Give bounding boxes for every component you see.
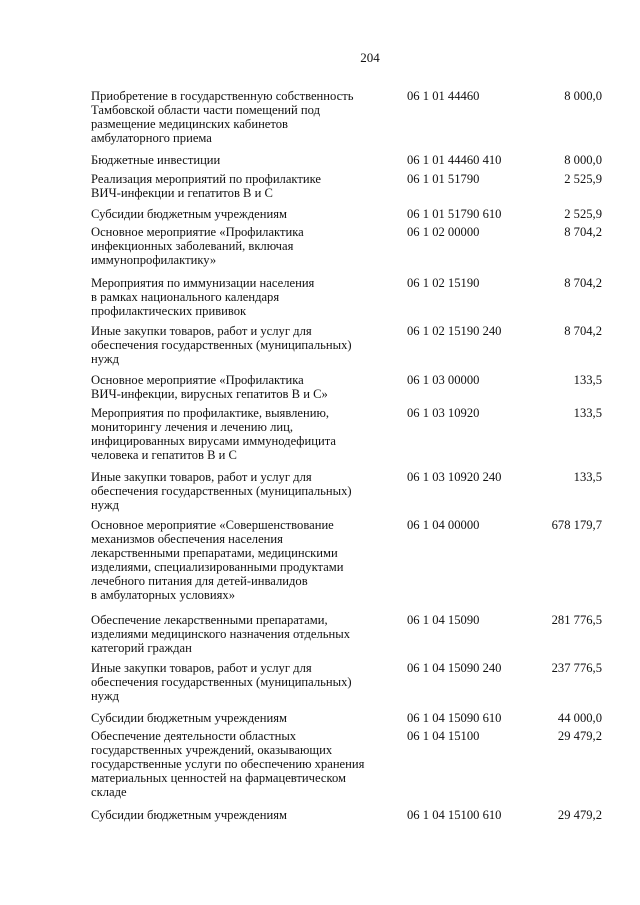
row-code: 06 1 04 00000 xyxy=(407,518,480,532)
row-code: 06 1 01 51790 610 xyxy=(407,207,502,221)
row-amount: 2 525,9 xyxy=(564,172,602,186)
row-code: 06 1 01 44460 410 xyxy=(407,153,502,167)
row-description: Реализация мероприятий по профилактике ВИЧ-инфекции и гепатитов В и С xyxy=(91,172,322,200)
row-amount: 8 704,2 xyxy=(564,225,602,239)
row-amount: 133,5 xyxy=(573,406,602,420)
row-amount: 8 000,0 xyxy=(564,89,602,103)
row-description: Обеспечение деятельности областных государственных учреждений, оказывающих государственные услуги по обеспечению хранения материальных ценностей на фармацевтическом складе xyxy=(91,729,365,799)
row-description: Субсидии бюджетным учреждениям xyxy=(91,808,287,822)
row-amount: 29 479,2 xyxy=(557,729,602,743)
row-amount: 2 525,9 xyxy=(564,207,602,221)
row-amount: 8 000,0 xyxy=(564,153,602,167)
row-amount: 133,5 xyxy=(573,470,602,484)
row-description: Основное мероприятие «Профилактика ВИЧ-инфекции, вирусных гепатитов В и С» xyxy=(91,373,328,401)
row-amount: 237 776,5 xyxy=(551,661,602,675)
row-description: Приобретение в государственную собственность Тамбовской области части помещений под размещение медицинских кабинетов амбулаторного приема xyxy=(91,89,354,145)
row-code: 06 1 04 15090 610 xyxy=(407,711,502,725)
row-amount: 8 704,2 xyxy=(564,276,602,290)
row-amount: 44 000,0 xyxy=(557,711,602,725)
row-description: Основное мероприятие «Профилактика инфекционных заболеваний, включая иммунопрофилактику» xyxy=(91,225,304,267)
row-code: 06 1 03 10920 xyxy=(407,406,480,420)
row-description: Субсидии бюджетным учреждениям xyxy=(91,207,287,221)
row-code: 06 1 01 44460 xyxy=(407,89,480,103)
row-code: 06 1 02 15190 xyxy=(407,276,480,290)
row-amount: 678 179,7 xyxy=(551,518,602,532)
row-description: Субсидии бюджетным учреждениям xyxy=(91,711,287,725)
row-description: Иные закупки товаров, работ и услуг для обеспечения государственных (муниципальных) нужд xyxy=(91,324,352,366)
row-description: Мероприятия по профилактике, выявлению, мониторингу лечения и лечению лиц, инфицированных вирусами иммунодефицита человека и гепатитов В и С xyxy=(91,406,336,462)
row-code: 06 1 03 00000 xyxy=(407,373,480,387)
row-code: 06 1 04 15090 xyxy=(407,613,480,627)
row-description: Иные закупки товаров, работ и услуг для обеспечения государственных (муниципальных) нужд xyxy=(91,661,352,703)
row-description: Основное мероприятие «Совершенствование механизмов обеспечения населения лекарственными препаратами, медицинскими изделиями, специализированными продуктами лечебного питания для детей-инвалидов в амбулаторных условиях» xyxy=(91,518,344,602)
row-amount: 29 479,2 xyxy=(557,808,602,822)
row-code: 06 1 02 15190 240 xyxy=(407,324,502,338)
row-amount: 133,5 xyxy=(573,373,602,387)
row-code: 06 1 04 15100 610 xyxy=(407,808,502,822)
row-code: 06 1 04 15090 240 xyxy=(407,661,502,675)
row-amount: 8 704,2 xyxy=(564,324,602,338)
row-code: 06 1 01 51790 xyxy=(407,172,480,186)
row-code: 06 1 04 15100 xyxy=(407,729,480,743)
row-description: Иные закупки товаров, работ и услуг для обеспечения государственных (муниципальных) нужд xyxy=(91,470,352,512)
page-number: 204 xyxy=(360,50,380,65)
row-code: 06 1 03 10920 240 xyxy=(407,470,502,484)
row-description: Мероприятия по иммунизации населения в рамках национального календаря профилактических прививок xyxy=(91,276,315,318)
row-description: Обеспечение лекарственными препаратами, изделиями медицинского назначения отдельных категорий граждан xyxy=(91,613,351,655)
row-amount: 281 776,5 xyxy=(551,613,602,627)
row-code: 06 1 02 00000 xyxy=(407,225,480,239)
row-description: Бюджетные инвестиции xyxy=(91,153,221,167)
